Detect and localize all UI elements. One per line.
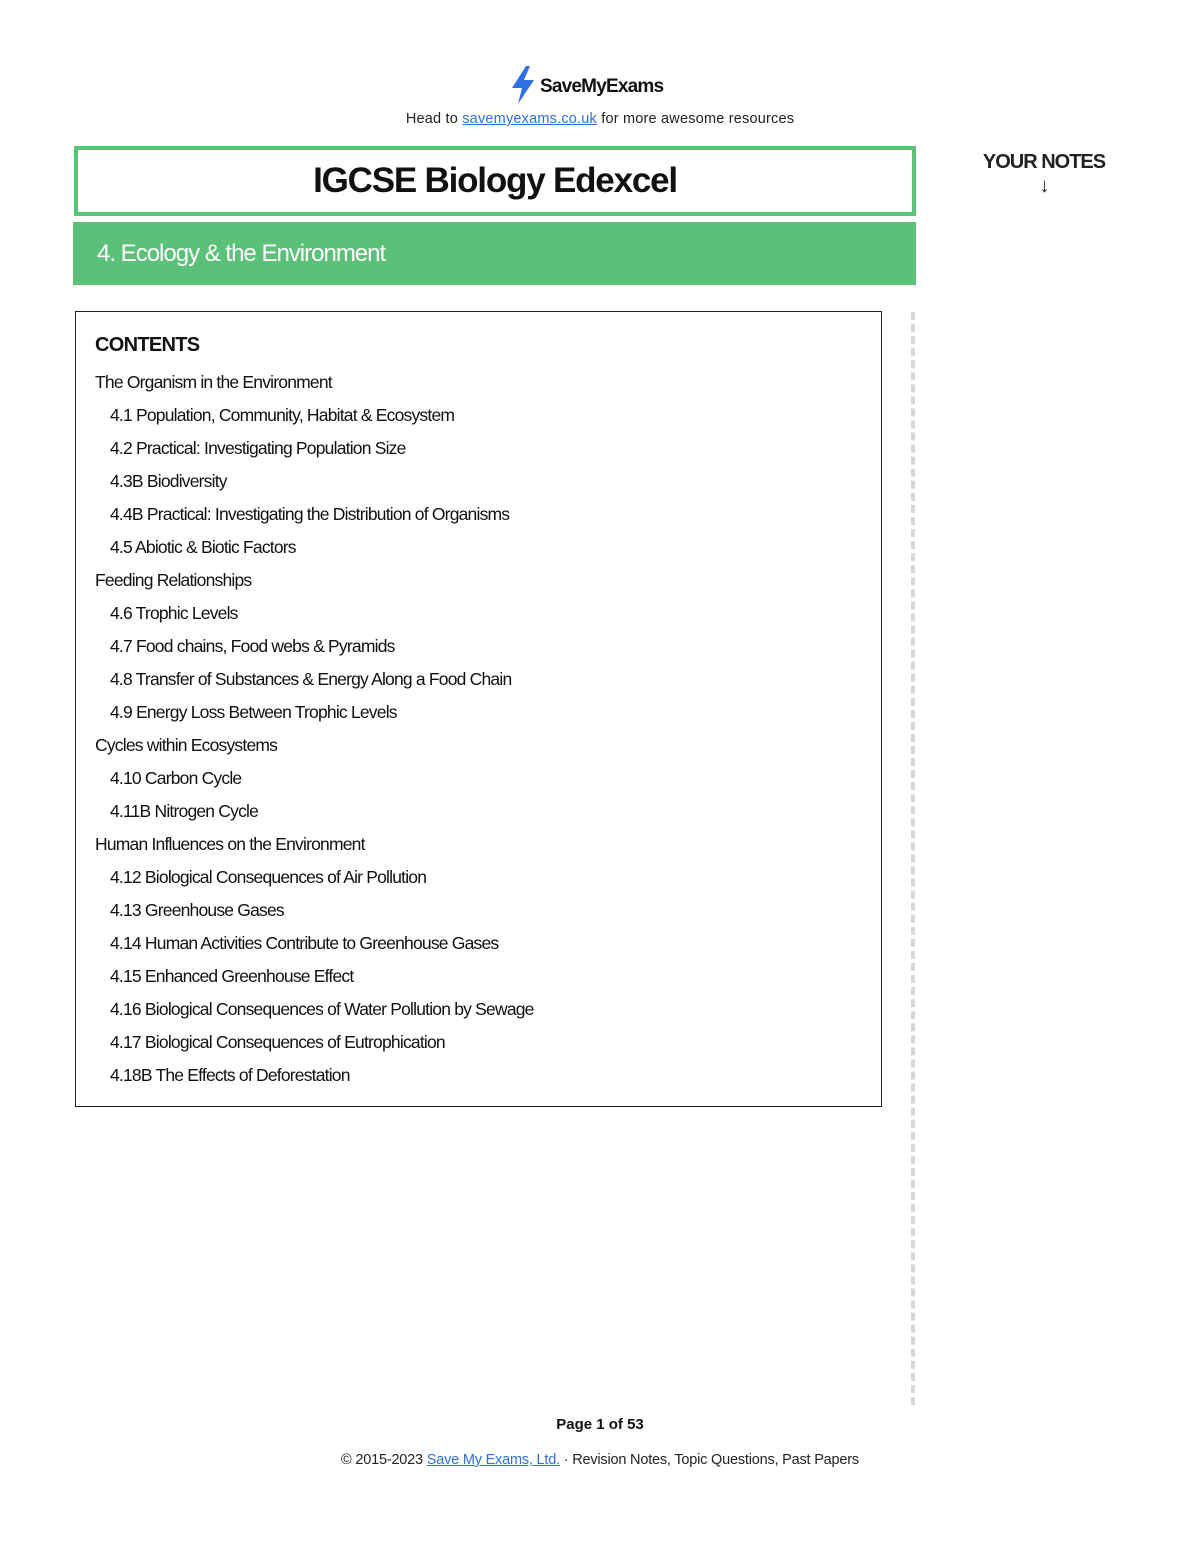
notes-divider	[911, 312, 915, 1405]
toc-entry[interactable]: 4.7 Food chains, Food webs & Pyramids	[110, 636, 395, 656]
toc-entry[interactable]: 4.8 Transfer of Substances & Energy Along a Food Chain	[110, 669, 512, 689]
toc-section[interactable]: The Organism in the Environment	[95, 372, 332, 392]
tagline-suffix: for more awesome resources	[596, 111, 795, 127]
document-title: IGCSE Biology Edexcel	[313, 161, 677, 200]
toc-entry[interactable]: 4.6 Trophic Levels	[110, 603, 238, 623]
toc-entry[interactable]: 4.17 Biological Consequences of Eutrophication	[110, 1032, 445, 1052]
toc-entry[interactable]: 4.9 Energy Loss Between Trophic Levels	[110, 702, 397, 722]
contents-box	[75, 311, 882, 1107]
copyright-text: © 2015-2023	[341, 1452, 427, 1468]
toc-entry[interactable]: 4.10 Carbon Cycle	[110, 768, 242, 788]
toc-entry[interactable]: 4.16 Biological Consequences of Water Pollution by Sewage	[110, 999, 534, 1019]
topic-banner	[73, 222, 916, 285]
toc-entry[interactable]: 4.18B The Effects of Deforestation	[110, 1065, 350, 1085]
page-number: Page 1 of 53	[556, 1416, 644, 1433]
toc-section[interactable]: Feeding Relationships	[95, 570, 252, 590]
footer	[0, 1452, 1200, 1468]
toc-entry[interactable]: 4.15 Enhanced Greenhouse Effect	[110, 966, 354, 986]
toc-section[interactable]: Human Influences on the Environment	[95, 834, 365, 854]
lightning-bolt-icon	[508, 64, 538, 111]
your-notes-text: YOUR NOTES	[982, 151, 1106, 173]
toc-entry[interactable]: 4.14 Human Activities Contribute to Greenhouse Gases	[110, 933, 499, 953]
title-box	[74, 146, 916, 216]
toc-section[interactable]: Cycles within Ecosystems	[95, 735, 278, 755]
toc-entry[interactable]: 4.13 Greenhouse Gases	[110, 900, 284, 920]
logo[interactable]	[508, 66, 663, 108]
company-link[interactable]: Save My Exams, Ltd.	[426, 1452, 560, 1468]
toc-entry[interactable]: 4.11B Nitrogen Cycle	[110, 801, 259, 821]
website-link[interactable]: savemyexams.co.uk	[462, 111, 597, 127]
toc-entry[interactable]: 4.5 Abiotic & Biotic Factors	[110, 537, 296, 557]
contents-heading: CONTENTS	[95, 334, 200, 356]
toc-entry[interactable]: 4.4B Practical: Investigating the Distribution of Organisms	[110, 504, 510, 524]
tagline-prefix: Head to	[405, 111, 463, 127]
toc-entry[interactable]: 4.2 Practical: Investigating Population Size	[110, 438, 406, 458]
footer-suffix: · Revision Notes, Topic Questions, Past Papers	[559, 1452, 859, 1468]
toc-entry[interactable]: 4.3B Biodiversity	[110, 471, 227, 491]
contents-list	[95, 369, 534, 1095]
topic-title: 4. Ecology & the Environment	[97, 239, 386, 267]
header-tagline	[0, 111, 1200, 127]
your-notes-label	[960, 150, 1128, 198]
toc-entry[interactable]: 4.1 Population, Community, Habitat & Ecosystem	[110, 405, 455, 425]
logo-text: SaveMyExams	[540, 76, 664, 97]
toc-entry[interactable]: 4.12 Biological Consequences of Air Pollution	[110, 867, 427, 887]
arrow-down-icon: ↓	[1039, 175, 1049, 197]
